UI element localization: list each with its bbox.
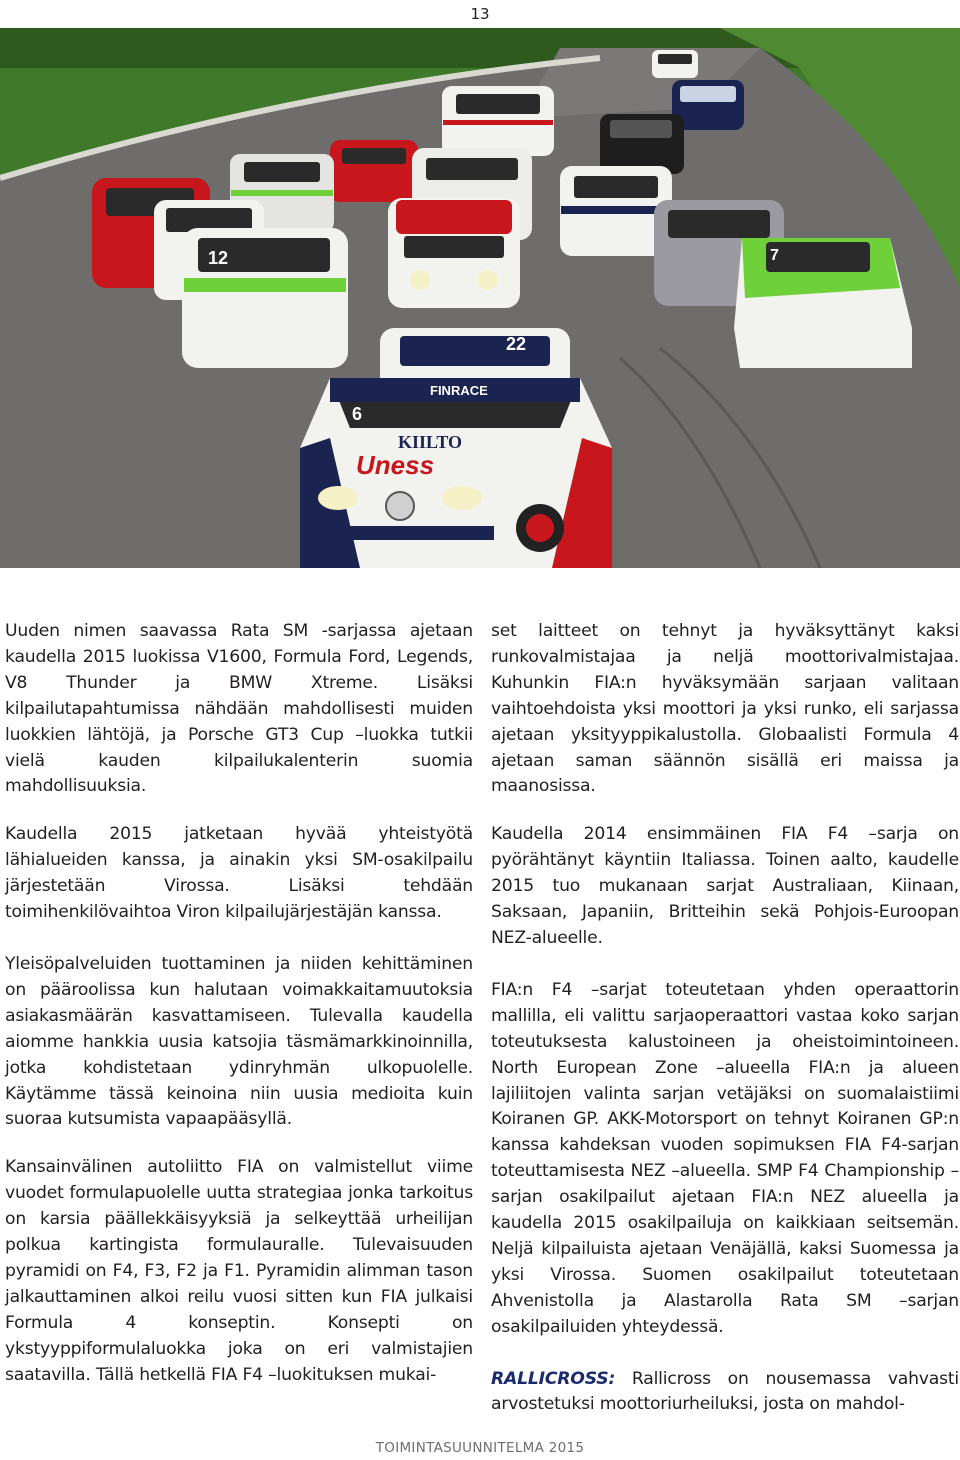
right-paragraph-2: Kaudella 2014 ensimmäinen FIA F4 –sarja on pyörähtänyt käyntiin Italiassa. Toinen aalto, kaudelle 2015 tuo mukanaan sarjat Australiaan, Kiinaan, Saksaan, Japaniin, Britteihin sekä Pohjois-Euroopan NEZ-alueelle. — [491, 824, 959, 948]
car-hero-polo-6 — [300, 378, 612, 568]
car-number-22: 22 — [506, 334, 527, 354]
car-label-kiilto: KIILTO — [398, 432, 463, 452]
document-footer: TOIMINTASUUNNITELMA 2015 — [375, 1440, 585, 1456]
left-paragraph-1: Uuden nimen saavassa Rata SM -sarjassa ajetaan kaudella 2015 luokissa V1600, Formula Ford, Legends, V8 Thunder ja BMW Xtreme. Lisäksi kilpailutapahtumissa nähdään mahdollisesti muiden luokkien lähtöjä, ja Porsche GT3 Cup –luokka tutkii vielä kauden kilpailukalenterin suomia mahdollisuuksia. — [5, 621, 473, 797]
left-paragraph-2: Kaudella 2015 jatketaan hyvää yhteistyötä lähialueiden kanssa, ja ainakin yksi SM-osakilpailu järjestetään Virossa. Lisäksi tehdään toimihenkilövaihtoa Viron kilpailujärjestäjän kanssa. — [5, 824, 473, 923]
right-column — [491, 619, 959, 1444]
car-black-vw — [600, 114, 684, 174]
right-paragraph-rallicross — [491, 1367, 959, 1419]
right-paragraph-3: FIA:n F4 –sarjat toteutetaan yhden operaattorin mallilla, eli valittu sarjaoperaattori vastaa koko sarjan toteutuksesta kalustoineen ja oheistoimintoineen. North European Zone –alueella FIA:n ja alueen lajiliitojen valinta sarjan vetäjäksi on suomalaistiimi Koiranen GP. AKK-Motorsport on tehnyt Koiranen GP:n kanssa kahdeksan vuoden sopimuksen FIA F4-sarjan toteuttamisesta NEZ –alueella. SMP F4 Championship –sarjan osakilpailut ajetaan FIA:n NEZ alueella ja kaudella 2015 osakilpailuja on kaikkiaan seitsemän. Neljä kilpailuista ajetaan Venäjällä, kaksi Suomessa ja yksi Virossa. Suomen osakilpailut toteutetaan Ahvenistolla ja Alastarolla Rata SM –sarjan osakilpailuiden yhteydessä. — [491, 979, 959, 1337]
car-label-uness: Uness — [356, 450, 435, 480]
rallicross-heading: RALLICROSS: — [491, 1368, 616, 1389]
car-white-front-group — [442, 86, 554, 156]
car-white-mini-red-roof — [388, 198, 520, 308]
car-number-12: 12 — [208, 248, 229, 268]
left-paragraph-4: Kansainvälinen autoliitto FIA on valmistellut viime vuodet formulapuolelle uutta strategiaa jonka tarkoitus on karsia päällekkäisyyksiä ja selkeyttää urheilijan polkua kartingista formulauralle. Tulevaisuuden pyramidi on F4, F3, F2 ja F1. Pyramidin alimman tason jalkauttaminen alkoi reilu vuosi sitten kun FIA julkaisi Formula 4 konseptin. Konsepti on ykstyyppiformulaluokka joka on eri valmistajien saatavilla. Tällä hetkellä FIA F4 –luokituksen mukai- — [5, 1157, 473, 1385]
car-green-alfa-7 — [734, 238, 912, 368]
car-label-finrace: FINRACE — [430, 383, 488, 398]
car-white-honda-12 — [182, 228, 348, 368]
car-number-6: 6 — [352, 404, 363, 424]
race-photo — [0, 28, 960, 568]
left-column — [5, 619, 473, 1414]
car-number-7: 7 — [770, 247, 779, 264]
right-paragraph-1: set laitteet on tehnyt ja hyväksyttänyt kaksi runkovalmistajaa ja neljä moottorivalmistajaa. Kuhunkin FIA:n hyväksymään sarjaan valitaan vaihtoehdoista yksi moottori ja yksi runko, eli sarjassa ajetaan yksityyppikalustolla. Globaalisti Formula 4 ajetaan saman säännön sisällä eri maissa ja maanosissa. — [491, 621, 959, 797]
car-far-white — [652, 50, 698, 78]
car-red-honda-back — [330, 140, 418, 202]
left-paragraph-3: Yleisöpalveluiden tuottaminen ja niiden kehittäminen on pääroolissa kun halutaan voimakkaitamuutoksia asiakasmäärän kasvattamiseen. Tulevalla kaudella aiomme hankkia uusia katsojia täsmämarkkinoinnilla, jotka kohdistetaan ydinryhmän ulkopuolelle. Käytämme tässä keinoina niin uusia medioita kuin suoraa kutsumista vapaapääsyllä. — [5, 953, 473, 1130]
page-number: 13 — [470, 5, 490, 23]
rallicross-text: Rallicross on nousemassa vahvasti arvostetuksi moottoriurheiluksi, josta on mahdol- — [491, 1368, 959, 1415]
